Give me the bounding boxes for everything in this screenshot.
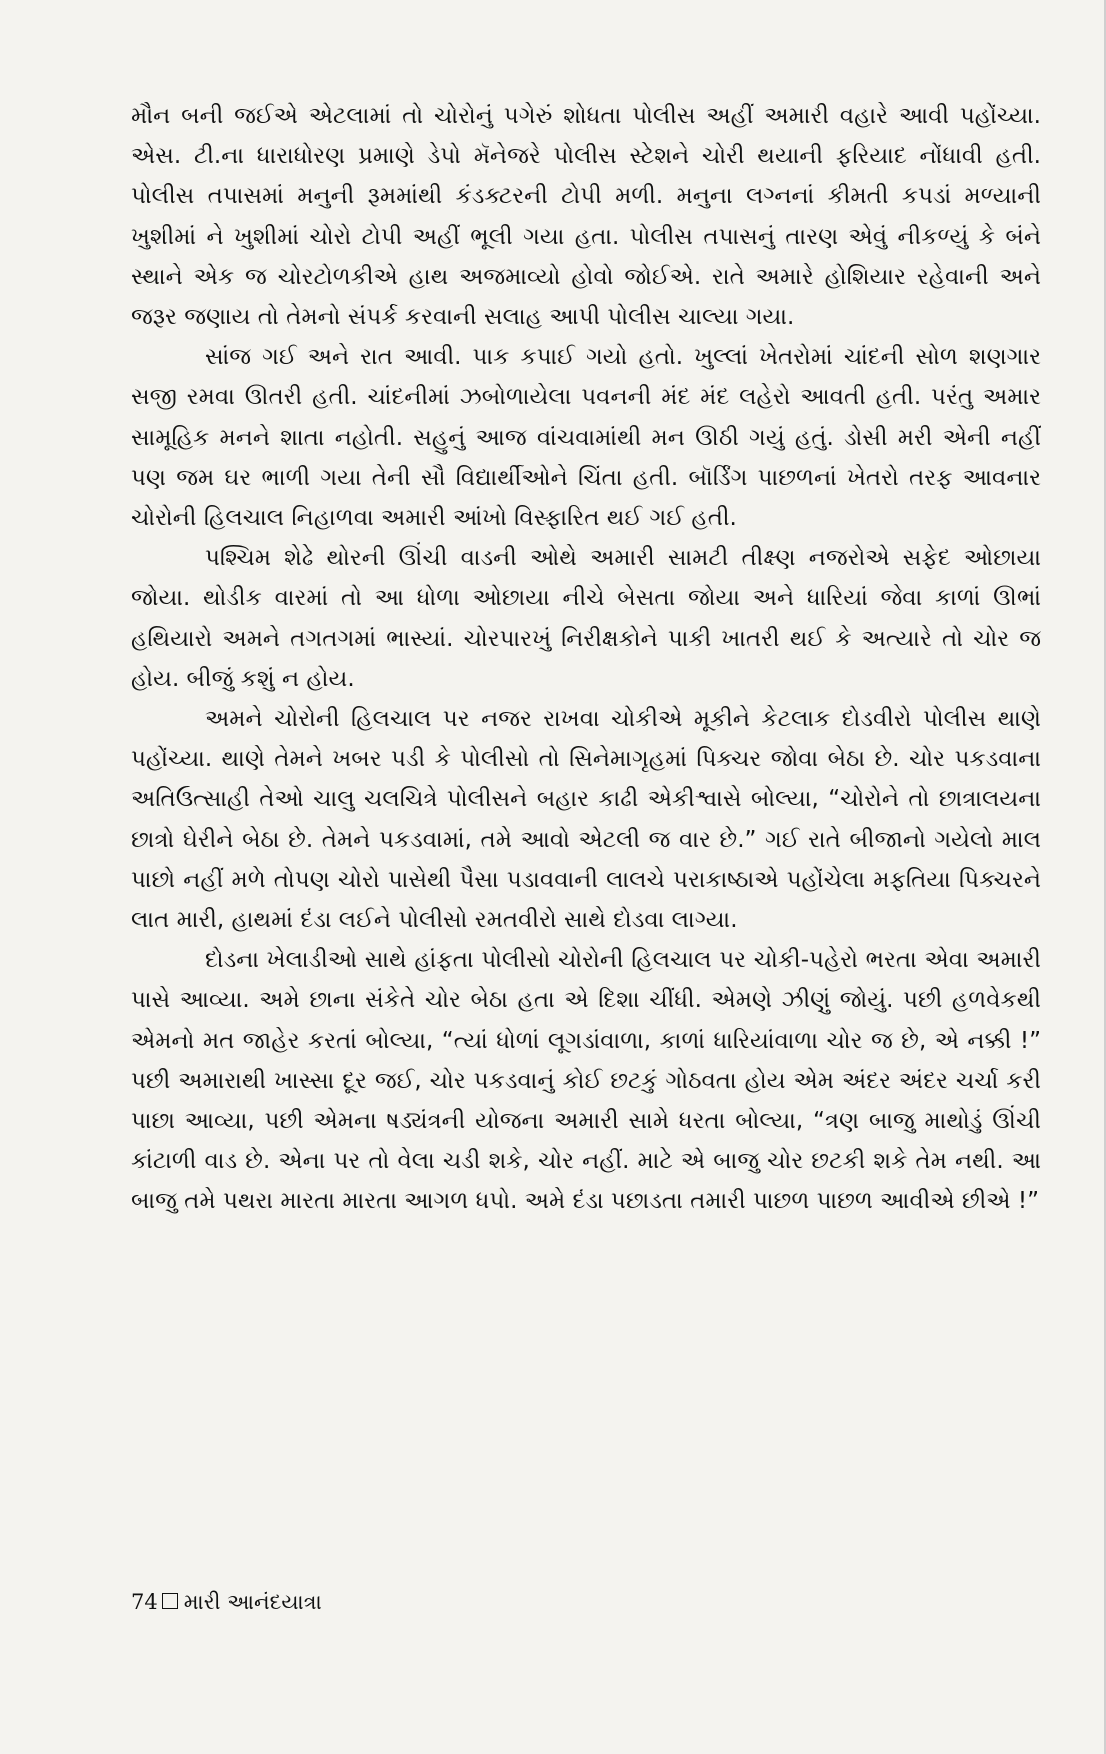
paragraph-5: દોડના ખેલાડીઓ સાથે હાંફતા પોલીસો ચોરોની હિલચાલ પર ચોકી-પહેરો ભરતા એવા અમારી પાસે આવ્યા. અમે છાના સંકેતે ચોર બેઠા હતા એ દિશા ચીંધી. એમણે ઝીણું જોયું. પછી હળવેકથી એમનો મત જાહેર કરતાં બોલ્યા, “ત્યાં ધોળાં લૂગડાંવાળા, કાળાં ધારિયાંવાળા ચોર જ છે, એ નક્કી !” પછી અમારાથી ખાસ્સા દૂર જઈ, ચોર પકડવાનું કોઈ છટકું ગોઠવતા હોય એમ અંદર અંદર ચર્ચા કરી પાછા આવ્યા, પછી એમના ષડ્યંત્રની યોજના અમારી સામે ધરતા બોલ્યા, “ત્રણ બાજુ માથોડું ઊંચી કાંટાળી વાડ છે. એના પર તો વેલા ચડી શકે, ચોર નહીં. માટે એ બાજુ ચોર છટકી શકે તેમ નથી. આ બાજુ તમે પથરા મારતા મારતા આગળ ધપો. અમે દંડા પછાડતા તમારી પાછળ પાછળ આવીએ છીએ !”: [131, 947, 1041, 1215]
page-number: 74: [131, 1590, 158, 1614]
paragraph-4: અમને ચોરોની હિલચાલ પર નજર રાખવા ચોકીએ મૂકીને કેટલાક દોડવીરો પોલીસ થાણે પહોંચ્યા. થાણે તેમને ખબર પડી કે પોલીસો તો સિનેમાગૃહમાં પિક્ચર જોવા બેઠા છે. ચોર પકડવાના અતિઉત્સાહી તેઓ ચાલુ ચલચિત્રે પોલીસને બહાર કાઢી એકીશ્વાસે બોલ્યા, “ચોરોને તો છાત્રાલયના છાત્રો ઘેરીને બેઠા છે. તેમને પકડવામાં, તમે આવો એટલી જ વાર છે.” ગઈ રાતે બીજાનો ગયેલો માલ પાછો નહીં મળે તોપણ ચોરો પાસેથી પૈસા પડાવવાની લાલચે પરાકાષ્ઠાએ પહોંચેલા મફતિયા પિક્ચરને લાત મારી, હાથમાં દંડા લઈને પોલીસો રમતવીરો સાથે દોડવા લાગ્યા.: [131, 706, 1041, 934]
paragraph-3: પશ્ચિમ શેઢે થોરની ઊંચી વાડની ઓથે અમારી સામટી તીક્ષ્ણ નજરોએ સફેદ ઓછાયા જોયા. થોડીક વારમાં તો આ ધોળા ઓછાયા નીચે બેસતા જોયા અને ધારિયાં જેવા કાળાં ઊભાં હથિયારો અમને તગતગમાં ભાસ્યાં. ચોરપારખું નિરીક્ષકોને પાકી ખાતરી થઈ કે અત્યારે તો ચોર જ હોય. બીજું કશું ન હોય.: [131, 545, 1041, 692]
book-title: મારી આનંદયાત્રા: [183, 1590, 322, 1614]
text-block: [131, 96, 1041, 1222]
page-footer: [131, 1590, 322, 1615]
paragraph-1: મૌન બની જઈએ એટલામાં તો ચોરોનું પગેરું શોધતા પોલીસ અહીં અમારી વહારે આવી પહોંચ્યા. એસ. ટી.ના ધારાધોરણ પ્રમાણે ડેપો મૅનેજરે પોલીસ સ્ટેશને ચોરી થયાની ફરિયાદ નોંધાવી હતી. પોલીસ તપાસમાં મનુની રૂમમાંથી કંડક્ટરની ટોપી મળી. મનુના લગ્નનાં કીમતી કપડાં મળ્યાની ખુશીમાં ને ખુશીમાં ચોરો ટોપી અહીં ભૂલી ગયા હતા. પોલીસ તપાસનું તારણ એવું નીકળ્યું કે બંને સ્થાને એક જ ચોરટોળકીએ હાથ અજમાવ્યો હોવો જોઈએ. રાતે અમારે હોશિયાર રહેવાની અને જરૂર જણાય તો તેમનો સંપર્ક કરવાની સલાહ આપી પોલીસ ચાલ્યા ગયા.: [131, 103, 1041, 331]
paragraph-2: સાંજ ગઈ અને રાત આવી. પાક કપાઈ ગયો હતો. ખુલ્લાં ખેતરોમાં ચાંદની સોળ શણગાર સજી રમવા ઊતરી હતી. ચાંદનીમાં ઝબોળાયેલા પવનની મંદ મંદ લહેરો આવતી હતી. પરંતુ અમાર સામૂહિક મનને શાતા નહોતી. સહુનું આજ વાંચવામાંથી મન ઊઠી ગયું હતું. ડોસી મરી એની નહીં પણ જમ ઘર ભાળી ગયા તેની સૌ વિદ્યાર્થીઓને ચિંતા હતી. બૉર્ડિંગ પાછળનાં ખેતરો તરફ આવનાર ચોરોની હિલચાલ નિહાળવા અમારી આંખો વિસ્ફારિત થઈ ગઈ હતી.: [131, 344, 1041, 532]
square-separator-icon: [162, 1593, 178, 1609]
